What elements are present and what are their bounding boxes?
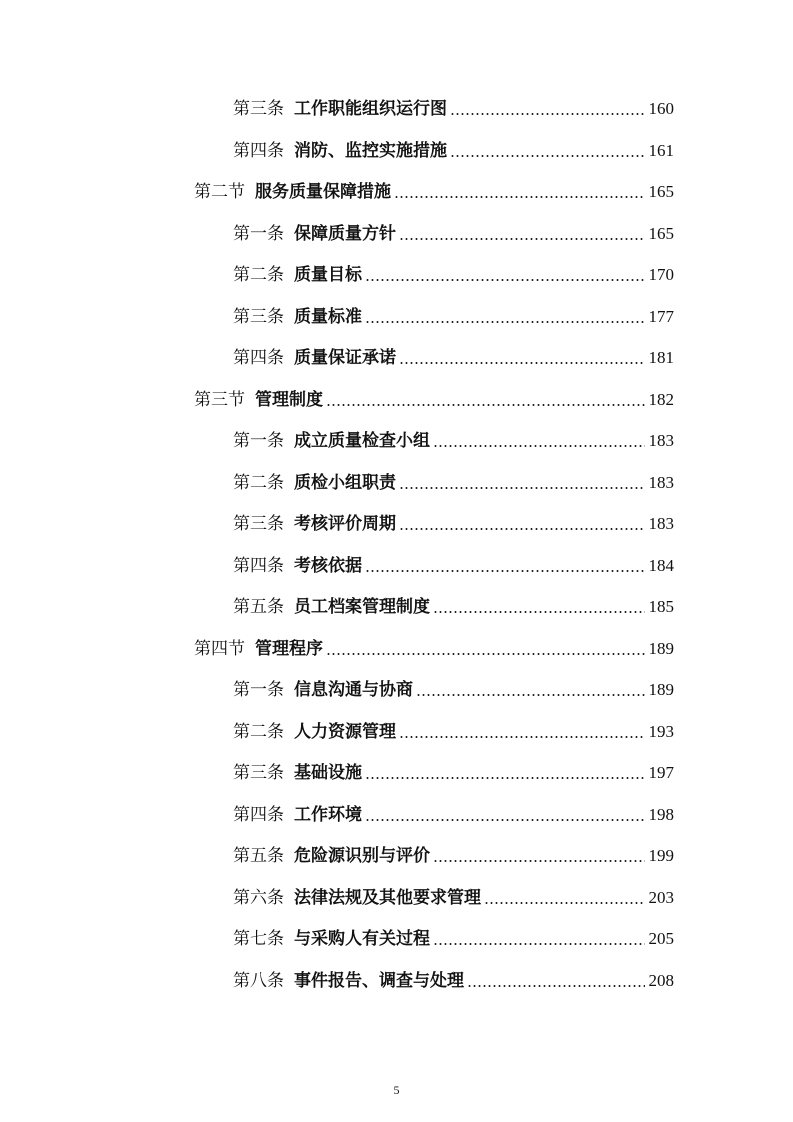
toc-row-number: 第三节 — [194, 390, 245, 410]
toc-row-page: 177 — [648, 307, 674, 326]
toc-row-number: 第一条 — [233, 431, 284, 451]
toc-row-number: 第二节 — [194, 182, 245, 202]
toc-row-page: 198 — [648, 805, 674, 824]
toc-row-title: 质量保证承诺 — [294, 348, 396, 368]
toc-row-number: 第六条 — [233, 888, 284, 908]
toc-row[interactable] — [233, 469, 674, 497]
toc-row-page: 208 — [648, 971, 674, 990]
toc-row-title: 基础设施 — [294, 763, 362, 783]
toc-row-page: 170 — [648, 265, 674, 284]
dot-leader — [326, 653, 645, 655]
toc-row-number: 第七条 — [233, 929, 284, 949]
toc-row-page: 197 — [648, 763, 674, 782]
dot-leader — [433, 445, 645, 447]
toc-row[interactable] — [233, 801, 674, 829]
dot-leader — [365, 321, 645, 323]
toc-row-title: 成立质量检查小组 — [294, 431, 430, 451]
toc-row-title: 保障质量方针 — [294, 224, 396, 244]
dot-leader — [399, 238, 645, 240]
dot-leader — [394, 196, 645, 198]
toc-row-title: 危险源识别与评价 — [294, 846, 430, 866]
toc-row-page: 205 — [648, 929, 674, 948]
dot-leader — [467, 985, 645, 987]
dot-leader — [365, 570, 645, 572]
toc-row-page: 181 — [648, 348, 674, 367]
toc-row-title: 消防、监控实施措施 — [294, 141, 447, 161]
toc-row-page: 182 — [648, 390, 674, 409]
dot-leader — [433, 943, 645, 945]
toc-row-number: 第一条 — [233, 224, 284, 244]
toc-row-title: 考核评价周期 — [294, 514, 396, 534]
toc-row[interactable] — [194, 386, 674, 414]
toc-row[interactable] — [233, 137, 674, 165]
toc-row[interactable] — [233, 884, 674, 912]
toc-row[interactable] — [233, 427, 674, 455]
toc-row[interactable] — [233, 842, 674, 870]
toc-row-number: 第二条 — [233, 473, 284, 493]
toc-row[interactable] — [233, 303, 674, 331]
toc-row-number: 第四节 — [194, 639, 245, 659]
toc-row[interactable] — [233, 220, 674, 248]
dot-leader — [399, 362, 645, 364]
toc-row-title: 工作环境 — [294, 805, 362, 825]
toc-row-page: 189 — [648, 680, 674, 699]
toc-row-page: 183 — [648, 514, 674, 533]
toc-row-page: 193 — [648, 722, 674, 741]
toc-row[interactable] — [233, 676, 674, 704]
toc-row-number: 第五条 — [233, 597, 284, 617]
toc-row-number: 第八条 — [233, 971, 284, 991]
toc-row-number: 第三条 — [233, 99, 284, 119]
toc-row[interactable] — [233, 593, 674, 621]
toc-row-number: 第三条 — [233, 514, 284, 534]
toc-row-number: 第一条 — [233, 680, 284, 700]
toc-row-page: 165 — [648, 224, 674, 243]
toc-row-page: 183 — [648, 431, 674, 450]
toc-row-page: 203 — [648, 888, 674, 907]
toc-row[interactable] — [233, 925, 674, 953]
toc-row[interactable] — [233, 759, 674, 787]
dot-leader — [365, 279, 645, 281]
toc-row-title: 服务质量保障措施 — [255, 182, 391, 202]
toc-row-page: 184 — [648, 556, 674, 575]
toc-row-title: 员工档案管理制度 — [294, 597, 430, 617]
toc-row[interactable] — [233, 510, 674, 538]
toc-row-number: 第三条 — [233, 763, 284, 783]
toc-row-page: 165 — [648, 182, 674, 201]
toc-row-page: 183 — [648, 473, 674, 492]
toc-row-title: 质检小组职责 — [294, 473, 396, 493]
toc-row[interactable] — [233, 95, 674, 123]
dot-leader — [450, 155, 645, 157]
toc-row[interactable] — [233, 967, 674, 995]
toc-row[interactable] — [233, 552, 674, 580]
toc-row-page: 199 — [648, 846, 674, 865]
dot-leader — [484, 902, 645, 904]
toc-row[interactable] — [233, 718, 674, 746]
toc-row-title: 工作职能组织运行图 — [294, 99, 447, 119]
toc-row[interactable] — [233, 344, 674, 372]
toc-row[interactable] — [194, 635, 674, 663]
toc-row-title: 法律法规及其他要求管理 — [294, 888, 481, 908]
toc-row[interactable] — [233, 261, 674, 289]
dot-leader — [326, 404, 645, 406]
toc-row-title: 事件报告、调查与处理 — [294, 971, 464, 991]
toc-row-page: 185 — [648, 597, 674, 616]
page-number: 5 — [393, 1083, 400, 1097]
toc-row-number: 第二条 — [233, 265, 284, 285]
dot-leader — [399, 736, 645, 738]
toc-row-number: 第二条 — [233, 722, 284, 742]
dot-leader — [399, 487, 645, 489]
toc-row-number: 第四条 — [233, 141, 284, 161]
toc-row-number: 第四条 — [233, 556, 284, 576]
toc-row-number: 第四条 — [233, 805, 284, 825]
dot-leader — [416, 694, 645, 696]
dot-leader — [433, 860, 645, 862]
dot-leader — [450, 113, 645, 115]
dot-leader — [365, 819, 645, 821]
toc-row[interactable] — [194, 178, 674, 206]
toc-row-title: 质量标准 — [294, 307, 362, 327]
toc-row-title: 人力资源管理 — [294, 722, 396, 742]
toc-row-title: 信息沟通与协商 — [294, 680, 413, 700]
toc-row-page: 160 — [648, 99, 674, 118]
toc-row-page: 161 — [648, 141, 674, 160]
toc-row-title: 管理制度 — [255, 390, 323, 410]
toc-row-number: 第四条 — [233, 348, 284, 368]
toc-row-number: 第三条 — [233, 307, 284, 327]
dot-leader — [399, 528, 645, 530]
toc-row-title: 与采购人有关过程 — [294, 929, 430, 949]
toc-row-title: 考核依据 — [294, 556, 362, 576]
toc-row-number: 第五条 — [233, 846, 284, 866]
toc-row-page: 189 — [648, 639, 674, 658]
toc-row-title: 管理程序 — [255, 639, 323, 659]
toc-row-title: 质量目标 — [294, 265, 362, 285]
dot-leader — [365, 777, 645, 779]
dot-leader — [433, 611, 645, 613]
